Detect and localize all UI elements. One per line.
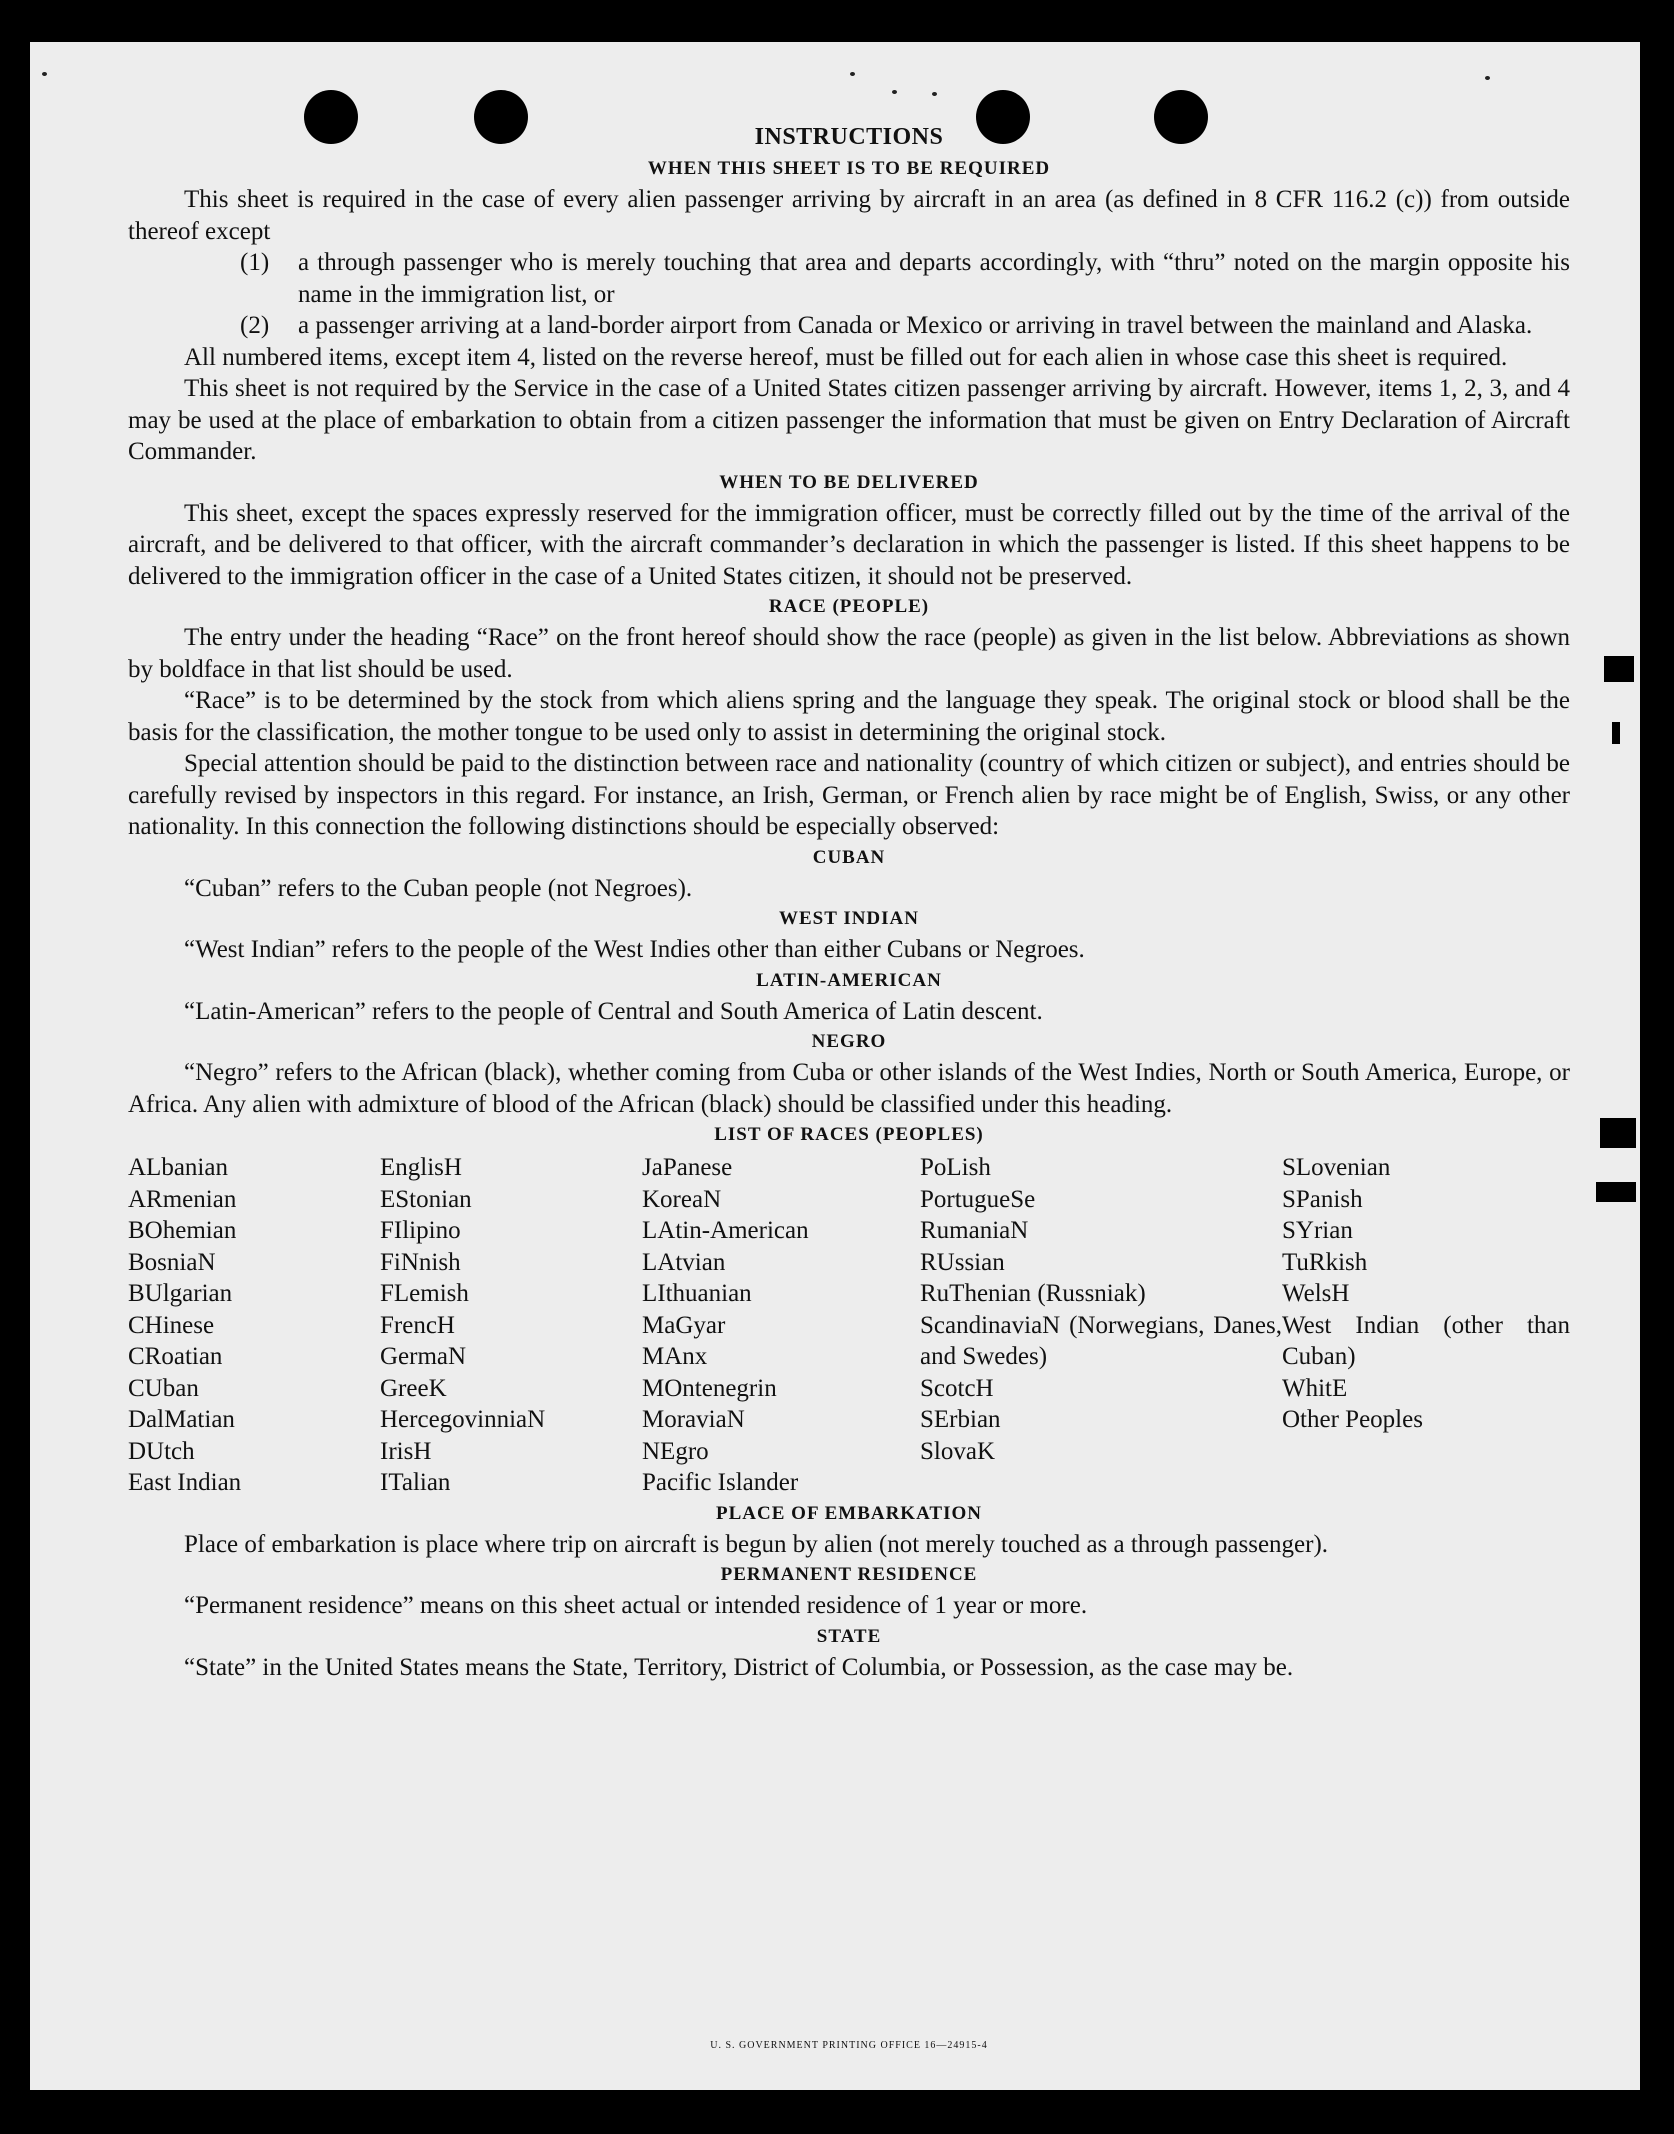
- race-entry: ScandinaviaN (Norwegians, Danes, and Swedes): [920, 1311, 1282, 1370]
- document-title: INSTRUCTIONS: [754, 124, 944, 150]
- speck: [850, 72, 855, 76]
- paragraph: Place of embarkation is place where trip on aircraft is begun by alien (not merely touched as a through passenger).: [184, 1530, 1329, 1558]
- race-entry: RuThenian (Russniak): [920, 1280, 1146, 1307]
- document-page: [30, 42, 1640, 2090]
- instructions-content: [128, 120, 1570, 2051]
- race-entry: EStonian: [380, 1185, 472, 1213]
- race-entry: NEgro: [642, 1437, 709, 1465]
- races-list: [128, 1152, 1570, 1499]
- race-entry: PoLish: [920, 1154, 991, 1181]
- section-heading: PERMANENT RESIDENCE: [720, 1564, 978, 1585]
- race-entry: MaGyar: [642, 1311, 726, 1339]
- item-text: a through passenger who is merely touching that area and departs accordingly, with “thru” noted on the margin opposite his name in the immigration list, or: [298, 249, 1570, 308]
- edge-mark: [1600, 1118, 1636, 1148]
- race-entry: GreeK: [380, 1374, 447, 1402]
- race-entry: GermaN: [380, 1343, 467, 1370]
- section-heading: WHEN TO BE DELIVERED: [719, 471, 979, 493]
- section-heading: LATIN-AMERICAN: [756, 969, 942, 991]
- section-heading: CUBAN: [812, 846, 886, 868]
- race-entry: JaPanese: [642, 1154, 733, 1181]
- section-heading: PLACE OF EMBARKATION: [716, 1502, 982, 1524]
- edge-mark: [1604, 656, 1634, 682]
- race-entry: TuRkish: [1282, 1248, 1368, 1276]
- race-entry: MoraviaN: [642, 1406, 745, 1433]
- race-entry: Pacific Islander: [642, 1469, 799, 1496]
- race-entry: MOntenegrin: [642, 1374, 777, 1402]
- race-entry: FIlipino: [380, 1217, 461, 1244]
- race-entry: CRoatian: [128, 1343, 223, 1370]
- paragraph: “West Indian” refers to the people of the West Indies other than either Cubans or Negroes.: [184, 936, 1085, 963]
- race-entry: FLemish: [380, 1280, 469, 1307]
- race-entry: Other Peoples: [1282, 1406, 1423, 1433]
- race-entry: East Indian: [128, 1469, 242, 1496]
- speck: [1485, 76, 1490, 80]
- paragraph: “Latin-American” refers to the people of Central and South America of Latin descent.: [184, 997, 1043, 1025]
- paragraph: “State” in the United States means the State, Territory, District of Columbia, or Possession, as the case may be.: [184, 1653, 1294, 1681]
- race-entry: ARmenian: [128, 1185, 237, 1213]
- paragraph: “Cuban” refers to the Cuban people (not Negroes).: [184, 874, 693, 902]
- race-entry: SYrian: [1282, 1217, 1353, 1244]
- item-number: (1): [240, 249, 270, 276]
- race-entry: SLovenian: [1282, 1154, 1391, 1181]
- race-entry: SPanish: [1282, 1185, 1363, 1213]
- paragraph: Special attention should be paid to the distinction between race and nationality (country of which citizen or subject), and entries should be carefully revised by inspectors in this regard. For instance, an Irish, German, or French alien by race might be of English, Swiss, or any other nationality. In this connection the following distinctions should be especially observed:: [128, 750, 1570, 840]
- race-entry: PortugueSe: [920, 1185, 1036, 1213]
- item-number: (2): [240, 312, 270, 339]
- item-text: a passenger arriving at a land-border airport from Canada or Mexico or arriving in travel between the mainland and Alaska.: [298, 312, 1533, 339]
- race-entry: BosniaN: [128, 1248, 216, 1276]
- race-entry: DalMatian: [128, 1406, 235, 1433]
- race-entry: LAtin-American: [642, 1217, 809, 1244]
- section-heading: NEGRO: [811, 1031, 887, 1052]
- edge-mark: [1596, 1182, 1636, 1202]
- race-entry: BUlgarian: [128, 1280, 233, 1307]
- race-entry: SlovaK: [920, 1437, 995, 1465]
- race-entry: CUban: [128, 1374, 199, 1402]
- paragraph: This sheet is required in the case of every alien passenger arriving by aircraft in an area (as defined in 8 CFR 116.2 (c)) from outside thereof except: [128, 186, 1570, 245]
- race-entry: CHinese: [128, 1311, 215, 1339]
- race-entry: WhitE: [1282, 1374, 1348, 1402]
- edge-mark: [1612, 722, 1620, 744]
- race-entry: IrisH: [380, 1437, 432, 1465]
- list-item: [128, 310, 1570, 342]
- race-entry: KoreaN: [642, 1185, 722, 1213]
- speck: [932, 92, 937, 96]
- race-entry: EnglisH: [380, 1154, 462, 1181]
- races-column: [128, 1152, 380, 1499]
- race-entry: West Indian (other than Cuban): [1282, 1311, 1570, 1370]
- races-column: [920, 1152, 1282, 1499]
- section-heading: STATE: [816, 1625, 882, 1647]
- paragraph: “Negro” refers to the African (black), whether coming from Cuba or other islands of the West Indies, North or South America, Europe, or Africa. Any alien with admixture of blood of the African (black) should be classified under this heading.: [128, 1059, 1570, 1118]
- race-entry: LIthuanian: [642, 1280, 752, 1307]
- race-entry: WelsH: [1282, 1280, 1350, 1307]
- races-column: [642, 1152, 920, 1499]
- race-entry: RumaniaN: [920, 1217, 1029, 1244]
- section-heading: WHEN THIS SHEET IS TO BE REQUIRED: [647, 158, 1051, 179]
- races-column: [380, 1152, 642, 1499]
- paragraph: This sheet is not required by the Service in the case of a United States citizen passenger arriving by aircraft. However, items 1, 2, 3, and 4 may be used at the place of embarkation to obtain from a citizen passenger the information that must be given on Entry Declaration of Aircraft Commander.: [128, 375, 1570, 465]
- race-entry: DUtch: [128, 1437, 195, 1465]
- paragraph: The entry under the heading “Race” on the front hereof should show the race (people) as given in the list below. Abbreviations as shown by boldface in that list should be used.: [128, 624, 1570, 683]
- race-entry: SErbian: [920, 1406, 1001, 1433]
- paragraph: This sheet, except the spaces expressly reserved for the immigration officer, must be correctly filled out by the time of the arrival of the aircraft, and be delivered to that officer, with the aircraft commander’s declaration in which the passenger is listed. If this sheet happens to be delivered to the immigration officer in the case of a United States citizen, it should not be preserved.: [128, 499, 1570, 590]
- race-entry: BOhemian: [128, 1217, 237, 1244]
- race-entry: FiNnish: [380, 1248, 461, 1276]
- race-entry: ITalian: [380, 1469, 451, 1496]
- printer-imprint: U. S. GOVERNMENT PRINTING OFFICE 16—24915-4: [710, 2040, 988, 2051]
- section-heading: WEST INDIAN: [779, 908, 919, 929]
- races-column: [1282, 1152, 1570, 1499]
- paragraph: “Permanent residence” means on this sheet actual or intended residence of 1 year or more.: [184, 1592, 1088, 1619]
- race-entry: LAtvian: [642, 1248, 726, 1276]
- speck: [42, 72, 47, 76]
- race-entry: ScotcH: [920, 1374, 994, 1402]
- race-entry: MAnx: [642, 1343, 708, 1370]
- race-entry: FrencH: [380, 1311, 455, 1339]
- speck: [892, 90, 897, 94]
- list-item: [128, 247, 1570, 310]
- paragraph: “Race” is to be determined by the stock from which aliens spring and the language they speak. The original stock or blood shall be the basis for the classification, the mother tongue to be used only to assist in determining the original stock.: [128, 687, 1570, 746]
- race-entry: ALbanian: [128, 1154, 228, 1181]
- paragraph: All numbered items, except item 4, listed on the reverse hereof, must be filled out for each alien in whose case this sheet is required.: [184, 343, 1508, 371]
- race-entry: RUssian: [920, 1248, 1005, 1276]
- section-heading: LIST OF RACES (PEOPLES): [714, 1124, 984, 1145]
- section-heading: RACE (PEOPLE): [768, 596, 930, 617]
- race-entry: HercegovinniaN: [380, 1406, 546, 1433]
